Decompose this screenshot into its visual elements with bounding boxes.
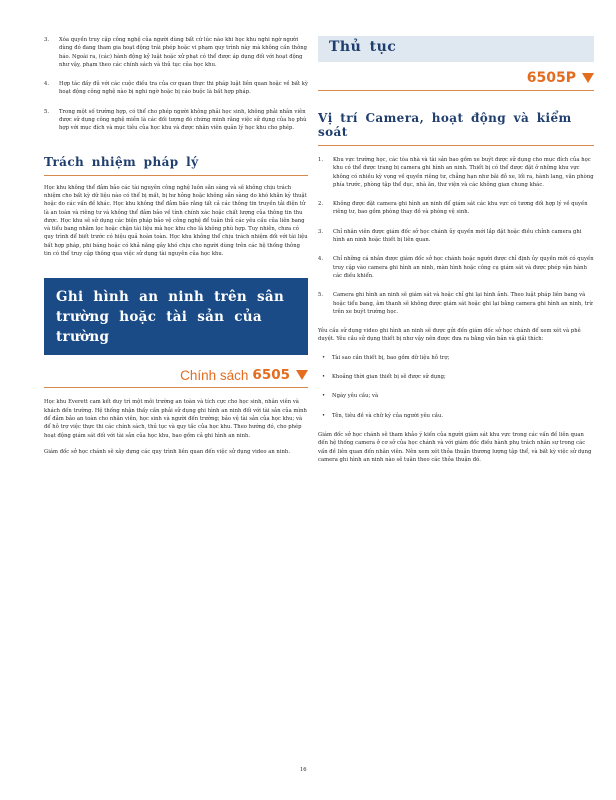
list-item: 3. Chỉ nhân viên được giám đốc sở học chánh ủy quyền mới lắp đặt hoặc điều chỉnh camera ghi hình an ninh hoặc thiết bị liên quan. <box>318 228 582 244</box>
page-number: 16 <box>300 767 307 773</box>
list-item: 5. Trong một số trường hợp, có thể cho phép người không phải học sinh, không phải nhân viên được sử dụng công nghệ miễn là các đối tượng đó chứng minh rằng việc sử dụng của họ phù hợp với mục đích và mục tiêu của học khu và được nhân viên quản lý học khu cho phép. <box>44 108 307 132</box>
procedure-number-row <box>318 70 594 86</box>
list-item: • Khoảng thời gian thiết bị sẽ được sử dụng; <box>322 374 446 381</box>
list-item: 2. Không được đặt camera ghi hình an ninh để giám sát các khu vực có tương đối hợp lý về quyền riêng tư, bao gồm phòng thay đồ và phòng vệ sinh. <box>318 201 588 216</box>
bullet-icon: • <box>322 393 326 400</box>
list-item: 5. Camera ghi hình an ninh sẽ giám sát và hoặc chỉ ghi lại hình ảnh. Theo luật pháp liên bang và hoặc tiểu bang, âm thanh sẽ không được giám sát hoặc ghi lại bằng camera ghi hình an ninh, trừ trên xe buýt trường học. <box>318 292 593 315</box>
permissions-list <box>44 36 308 133</box>
policy-title-banner <box>44 278 308 355</box>
list-item: • Ngày yêu cầu; và <box>322 393 379 400</box>
section-divider <box>44 387 308 388</box>
policy-label: Chính sách <box>180 367 249 383</box>
liability-text: Học khu không thể đảm bảo các tài nguyên công nghệ luôn sẵn sàng và sẽ không chịu trách nhiệm cho bất kỳ dữ liệu nào có thể bị mất, bị hư hỏng hoặc không sẵn sàng do khó khăn kỹ thuật hoặc do các vấn đề khác. Học khu không thể đảm bảo rằng tất cả các thông tin truyền tải điện tử là an toàn và riêng tư và không thể đảm bảo về tính chính xác hoặc chất lượng của thông tin thu được. Học khu sẽ sử dụng các biện pháp bảo vệ công nghệ để tuân thủ các yêu cầu của liên bang và tiểu bang nhằm lọc hoặc chặn tài liệu mà học khu cho là không phù hợp. Tuy nhiên, chưa có quy trình để biết trước có hiệu quả hoàn toàn. Học khu không thể chịu trách nhiệm đối với tài liệu bất hợp pháp, phi báng hoặc có khả năng gây khó chịu cho người dùng trên các hệ thống thông tin có thể truy cập thông qua việc sử dụng tài nguyên của học khu. <box>44 184 308 258</box>
list-item: 4. Hợp tác đầy đủ với các cuộc điều tra của cơ quan thực thi pháp luật liên quan hoặc về bất kỳ hoạt động công nghệ nào bị nghi ngờ hoặc bị cáo buộc là bất hợp pháp. <box>44 81 308 96</box>
request-text: Yêu cầu sử dụng video ghi hình an ninh sẽ được gửi đến giám đốc sở học chánh để xem xét và phê duyệt. Yêu cầu sử dụng thiết bị như vậy nên được đưa ra bằng văn bản và giải thích: <box>318 328 581 343</box>
camera-section-heading: Vị trí Camera, hoạt động và kiểm soát <box>318 111 572 139</box>
list-item: 4. Chỉ những cá nhân được giám đốc sở học chánh hoặc người được chỉ định ủy quyền mới có quyền truy cập vào camera ghi hình an ninh, màn hình hoặc công cụ giám sát và được phép vận hành các điều khiển. <box>318 256 594 279</box>
bullet-icon: • <box>322 412 326 419</box>
triangle-down-icon <box>582 73 594 83</box>
policy-number: 6505 <box>252 367 290 384</box>
bullet-icon: • <box>322 354 326 361</box>
section-divider <box>318 145 594 146</box>
procedure-header-title: Thủ tục <box>329 39 397 55</box>
section-divider <box>318 90 594 91</box>
policy-text: Giám đốc sở học chánh sẽ xây dựng các quy trình liên quan đến việc sử dụng video an ninh. <box>44 448 291 455</box>
policy-text: Học khu Everett cam kết duy trì một môi trường an toàn và tích cực cho học sinh, nhân viên và khách đến trường. Hệ thống nhận thấy cần phải sử dụng ghi hình an ninh đối với tài sản của mình để đảm bảo an toàn cho nhân viên, học sinh và người đến trường; bảo vệ tài sản của học khu; và để hỗ trợ việc thực thi các chính sách, thủ tục và quy tắc của học khu. Theo hướng đó, cho phép hoạt động giám sát đối với tài sản của học khu, bao gồm cả ghi hình an ninh. <box>44 399 307 439</box>
list-item: 1. Khu vực trường học, các tòa nhà và tài sản bao gồm xe buýt được sử dụng cho mục đích của học khu có thể được trang bị camera ghi hình an ninh. Thiết bị có thể được đặt ở những khu vực không có nhiều kỳ vọng về quyền riêng tư, chẳng hạn như bãi đỗ xe, lối ra, hành lang, văn phòng phía trước, phòng tập thể dục, nhà ăn, thư viện và các không gian chung khác. <box>318 157 594 188</box>
closing-text: Giám đốc sở học chánh sẽ tham khảo ý kiến của người giám sát khu vực trong các vấn đề liên quan đến hệ thống camera ở cơ sở của học chánh và với giám đốc điều hành phụ trách nhân sự trong các vấn đề liên quan đến nhân viên. Nên xem xét thỏa thuận thương lượng tập thể, và bất kỳ việc sử dụng camera ghi hình an ninh nào sẽ tuân theo các thỏa thuận đó. <box>318 431 592 463</box>
list-item: • Tên, tiêu đề và chữ ký của người yêu cầu. <box>322 412 444 419</box>
liability-heading: Trách nhiệm pháp lý <box>44 154 199 169</box>
policy-title: Ghi hình an ninh trên sân trường hoặc tài sản của trường <box>56 289 285 346</box>
list-item: 3. Xóa quyền truy cập công nghệ của người dùng bất cứ lúc nào khi học khu nghi ngờ người dùng đó đang tham gia hoạt động trái phép hoặc vi phạm quy trình này mà không cần thông báo. Ngoài ra, (các) hành động kỷ luật hoặc xử phạt có thể được áp dụng đối với hoạt động như vậy, phạm theo các chính sách và thủ tục của học khu. <box>44 37 308 68</box>
procedure-number: 6505P <box>526 70 576 86</box>
policy-label-row <box>44 367 308 383</box>
request-bullet-list <box>318 354 594 420</box>
bullet-icon: • <box>322 374 326 381</box>
right-column <box>318 36 594 464</box>
list-item: • Tài sao cần thiết bị, bao gồm dữ liệu hỗ trợ; <box>322 354 450 361</box>
triangle-down-icon <box>296 370 308 380</box>
section-divider <box>44 175 308 176</box>
camera-rules-list <box>318 156 594 316</box>
left-column <box>44 36 308 456</box>
procedure-header <box>318 36 594 72</box>
